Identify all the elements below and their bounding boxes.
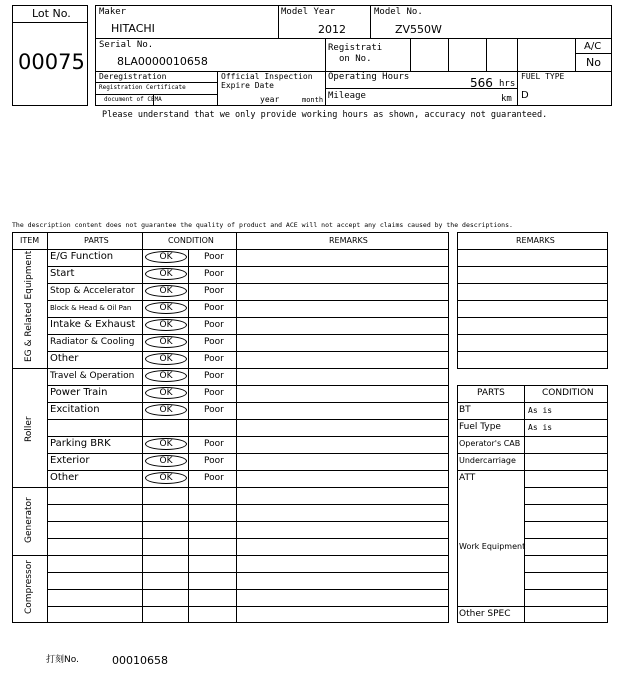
remarks-header: REMARKS	[329, 236, 368, 245]
side-parts-header: PARTS	[477, 388, 505, 398]
model-year-value: 2012	[318, 23, 346, 36]
group-generator: Generator	[24, 497, 34, 543]
ok-oval: OK	[145, 404, 187, 416]
operating-hours-value: 566	[470, 76, 493, 90]
fuel-type-label: FUEL TYPE	[521, 72, 565, 81]
ok-oval: OK	[145, 268, 187, 280]
cema-document-label: document of CEMA	[104, 96, 162, 103]
parts-header: PARTS	[84, 236, 109, 245]
maker-value: HITACHI	[111, 22, 155, 35]
serial-label: Serial No.	[99, 40, 154, 50]
description-disclaimer: The description content does not guarantee the quality of product and ACE will not accept any claims caused by the descriptions.	[12, 221, 513, 229]
registration-certificate-label: Registration Certificate	[99, 84, 186, 91]
model-year-label: Model Year	[281, 7, 336, 17]
poor-label: Poor	[204, 473, 224, 483]
poor-label: Poor	[204, 354, 224, 364]
part-other-roller: Other	[50, 472, 79, 483]
ok-oval: OK	[145, 319, 187, 331]
ok-oval: OK	[145, 302, 187, 314]
year-label: year	[260, 95, 280, 104]
ac-label: A/C	[584, 41, 602, 52]
condition-header: CONDITION	[168, 236, 214, 245]
km-unit: km	[501, 94, 512, 104]
part-eg-function: E/G Function	[50, 251, 114, 262]
side-condition-fuel-type: As is	[528, 423, 553, 432]
poor-label: Poor	[204, 405, 224, 415]
poor-label: Poor	[204, 456, 224, 466]
poor-label: Poor	[204, 320, 224, 330]
poor-label: Poor	[204, 303, 224, 313]
ok-oval: OK	[145, 387, 187, 399]
part-power-train: Power Train	[50, 387, 108, 398]
side-condition-header: CONDITION	[542, 388, 594, 398]
inspection-label: Official Inspection	[221, 72, 313, 81]
part-exterior: Exterior	[50, 455, 90, 466]
poor-label: Poor	[204, 286, 224, 296]
poor-label: Poor	[204, 371, 224, 381]
part-start: Start	[50, 268, 75, 279]
side-part-att: ATT	[459, 473, 476, 483]
poor-label: Poor	[204, 252, 224, 262]
part-excitation: Excitation	[50, 404, 100, 415]
part-block-head-oil-pan: Block & Head & Oil Pan	[50, 304, 132, 312]
serial-value: 8LA0000010658	[117, 55, 208, 68]
poor-label: Poor	[204, 269, 224, 279]
stamp-number: 00010658	[112, 654, 168, 667]
ok-oval: OK	[145, 438, 187, 450]
item-header: ITEM	[20, 236, 40, 245]
part-travel-operation: Travel & Operation	[50, 371, 135, 381]
ok-oval: OK	[145, 472, 187, 484]
deregistration-label: Deregistration	[99, 72, 167, 81]
group-eg-related-equipment: EG & Related Equipment	[24, 250, 34, 362]
ok-oval: OK	[145, 455, 187, 467]
model-no-value: ZV550W	[395, 23, 442, 36]
part-radiator-cooling: Radiator & Cooling	[50, 337, 135, 347]
side-part-work-equipment: Work Equipment	[459, 542, 526, 551]
lot-number: 00075	[18, 50, 85, 74]
ac-value: No	[586, 56, 601, 69]
ok-oval: OK	[145, 370, 187, 382]
part-other-eg: Other	[50, 353, 79, 364]
operating-hours-label: Operating Hours	[328, 72, 410, 82]
registration-label-2: on No.	[339, 54, 372, 64]
poor-label: Poor	[204, 388, 224, 398]
ok-oval: OK	[145, 336, 187, 348]
ok-oval: OK	[145, 285, 187, 297]
hrs-unit: hrs	[499, 79, 516, 89]
ok-oval: OK	[145, 251, 187, 263]
side-part-bt: BT	[459, 405, 471, 415]
side-part-operators-cab: Operator's CAB	[459, 439, 521, 448]
accuracy-notice: Please understand that we only provide working hours as shown, accuracy not guaranteed.	[102, 110, 548, 120]
side-remarks-header: REMARKS	[516, 236, 555, 245]
group-compressor: Compressor	[24, 560, 34, 614]
side-part-fuel-type: Fuel Type	[459, 422, 501, 432]
inspection-label-2: Expire Date	[221, 81, 274, 90]
side-condition-bt: As is	[528, 406, 553, 415]
part-parking-brk: Parking BRK	[50, 438, 111, 449]
fuel-type-value: D	[521, 90, 529, 101]
model-no-label: Model No.	[374, 7, 423, 17]
side-part-undercarriage: Undercarriage	[459, 456, 516, 465]
side-part-other-spec: Other SPEC	[459, 609, 511, 619]
poor-label: Poor	[204, 337, 224, 347]
stamp-label: 打刻No.	[46, 655, 79, 665]
maker-label: Maker	[99, 7, 127, 17]
registration-label: Registrati	[328, 43, 383, 53]
ok-oval: OK	[145, 353, 187, 365]
group-roller: Roller	[24, 416, 34, 442]
part-stop-accelerator: Stop & Accelerator	[50, 286, 135, 296]
month-label: month	[302, 96, 324, 104]
part-intake-exhaust: Intake & Exhaust	[50, 319, 136, 330]
poor-label: Poor	[204, 439, 224, 449]
mileage-label: Mileage	[328, 91, 366, 101]
lot-label: Lot No.	[32, 7, 71, 20]
